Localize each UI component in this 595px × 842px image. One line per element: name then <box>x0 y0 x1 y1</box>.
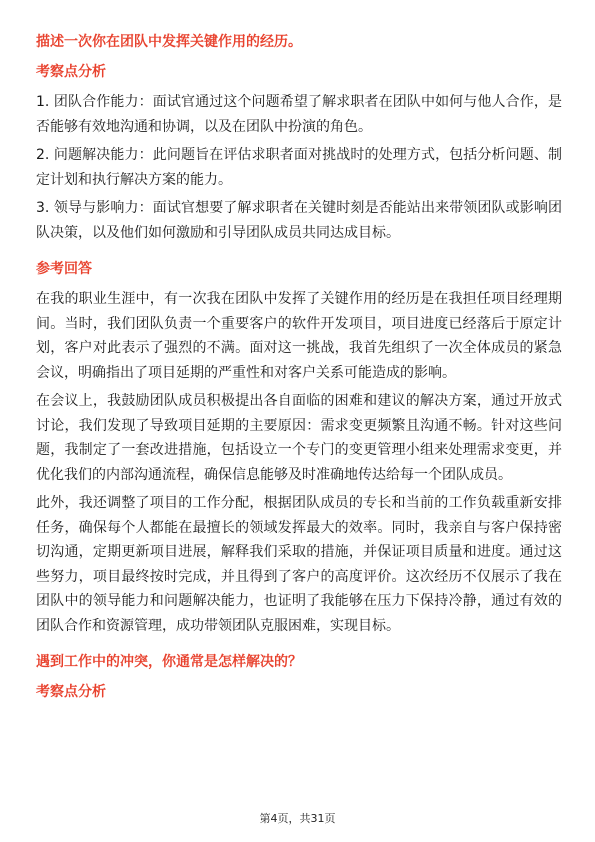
answer-paragraph: 在我的职业生涯中，有一次我在团队中发挥了关键作用的经历是在我担任项目经理期间。当时，我们团队负责一个重要客户的软件开发项目，项目进度已经落后于原定计划，客户对此表示了强烈的不满。面对这一挑战，我首先组织了一次全体成员的紧急会议，明确指出了项目延期的严重性和对客户关系可能造成的影响。 <box>36 291 562 381</box>
question-title: 描述一次你在团队中发挥关键作用的经历。 <box>36 34 302 50</box>
page-number: 第4页，共31页 <box>259 812 336 825</box>
question-title: 遇到工作中的冲突，你通常是怎样解决的？ <box>36 654 302 670</box>
analysis-point: 3. 领导与影响力：面试官想要了解求职者在关键时刻是否能站出来带领团队或影响团队决策，以及他们如何激励和引导团队成员共同达成目标。 <box>36 200 562 241</box>
analysis-heading: 考察点分析 <box>36 684 106 700</box>
answer-paragraph: 此外，我还调整了项目的工作分配，根据团队成员的专长和当前的工作负载重新安排任务，确保每个人都能在最擅长的领域发挥最大的效率。同时，我亲自与客户保持密切沟通，定期更新项目进展，解释我们采取的措施，并保证项目质量和进度。通过这些努力，项目最终按时完成，并且得到了客户的高度评价。这次经历不仅展示了我在团队中的领导能力和问题解决能力，也证明了我能够在压力下保持冷静，通过有效的团队合作和资源管理，成功带领团队克服困难，实现目标。 <box>36 495 562 634</box>
answer-paragraph: 在会议上，我鼓励团队成员积极提出各自面临的困难和建议的解决方案，通过开放式讨论，我们发现了导致项目延期的主要原因：需求变更频繁且沟通不畅。针对这些问题，我制定了一套改进措施，包括设立一个专门的变更管理小组来处理需求变更，并优化我们的内部沟通流程，确保信息能够及时准确地传达给每一个团队成员。 <box>36 393 562 483</box>
analysis-heading: 考察点分析 <box>36 64 106 80</box>
analysis-point: 2. 问题解决能力：此问题旨在评估求职者面对挑战时的处理方式，包括分析问题、制定计划和执行解决方案的能力。 <box>36 147 562 188</box>
analysis-point: 1. 团队合作能力：面试官通过这个问题希望了解求职者在团队中如何与他人合作，是否能够有效地沟通和协调，以及在团队中扮演的角色。 <box>36 94 562 135</box>
answer-heading: 参考回答 <box>36 261 92 277</box>
document-page <box>36 30 562 704</box>
